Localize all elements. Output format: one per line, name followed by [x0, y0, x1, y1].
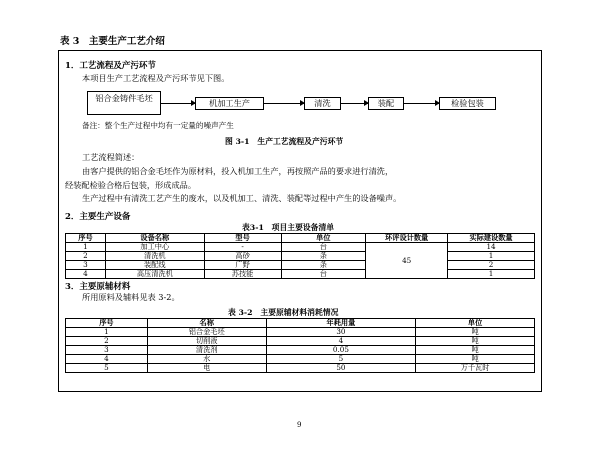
- flow-step-machining: 机加工生产: [195, 97, 264, 110]
- equipment-col-actual-qty: 实际建设数量: [448, 234, 535, 243]
- table-cell: 2: [66, 337, 148, 346]
- materials-col-annual-use: 年耗用量: [266, 319, 416, 328]
- table-cell: 切削液: [147, 337, 266, 346]
- page-number: 9: [297, 421, 302, 429]
- materials-table: [65, 318, 535, 373]
- table-cell: 万千瓦时: [416, 364, 535, 373]
- flow-step-raw-material: 铝合金铸件毛坯: [87, 91, 161, 115]
- table-cell: 2: [448, 261, 535, 270]
- section-3-intro: 所用原料及辅料见表 3-2。: [82, 292, 180, 302]
- equipment-col-name: 设备名称: [105, 234, 204, 243]
- table-cell: 3: [66, 261, 106, 270]
- table-cell: 铝合金毛坯: [147, 328, 266, 337]
- table-cell: 3: [66, 346, 148, 355]
- table-cell: 装配线: [105, 261, 204, 270]
- equipment-col-design-qty: 环评设计数量: [366, 234, 448, 243]
- table-cell: 1: [448, 252, 535, 261]
- section-1-intro: 本项目生产工艺流程及产污环节见下图。: [82, 73, 230, 83]
- process-description-line-2: 经装配检验合格后包装，形成成品。: [65, 180, 197, 190]
- equipment-table-caption: 表3-1 项目主要设备清单: [242, 223, 335, 232]
- table-cell: 4: [266, 337, 416, 346]
- page-heading: 表 3 主要生产工艺介绍: [60, 36, 165, 47]
- equipment-col-model: 型号: [204, 234, 281, 243]
- table-row: [66, 252, 535, 261]
- table-cell: 吨: [416, 346, 535, 355]
- flow-arrow-1: [161, 103, 195, 104]
- table-cell: 高压清洗机: [105, 270, 204, 279]
- table-cell: 30: [266, 328, 416, 337]
- materials-col-no: 序号: [66, 319, 148, 328]
- table-cell: 高砂: [204, 252, 281, 261]
- figure-caption: 图 3-1 生产工艺流程及产污环节: [225, 137, 344, 146]
- section-3-title: 3．主要原辅材料: [65, 282, 131, 292]
- table-cell: 清洗剂: [147, 346, 266, 355]
- table-cell: 1: [448, 270, 535, 279]
- flow-step-assembly: 装配: [368, 97, 404, 110]
- section-2-title: 2．主要生产设备: [65, 212, 131, 222]
- table-cell: 条: [281, 261, 366, 270]
- process-description-title: 工艺流程简述：: [82, 152, 140, 162]
- flow-arrow-3: [341, 103, 368, 104]
- table-cell: 1: [66, 243, 106, 252]
- table-cell: 台: [281, 243, 366, 252]
- table-row: [66, 337, 535, 346]
- flow-step-inspection: 检验包装: [439, 97, 496, 110]
- materials-col-name: 名称: [147, 319, 266, 328]
- table-cell: -: [204, 243, 281, 252]
- materials-col-unit: 单位: [416, 319, 535, 328]
- section-1-title: 1．工艺流程及产污环节: [65, 61, 156, 71]
- process-description-line-1: 由客户提供的铝合金毛坯作为原材料，投入机加工生产，再按照产品的要求进行清洗，: [82, 166, 394, 176]
- materials-table-caption: 表 3-2 主要原辅材料消耗情况: [228, 308, 339, 317]
- equipment-table-header: [66, 234, 535, 243]
- table-cell: 清洗机: [105, 252, 204, 261]
- process-description-line-3: 生产过程中有清洗工艺产生的废水，以及机加工、清洗、装配等过程中产生的设备噪声。: [82, 193, 402, 203]
- materials-table-header: [66, 319, 535, 328]
- equipment-col-no: 序号: [66, 234, 106, 243]
- table-row: [66, 328, 535, 337]
- equipment-col-unit: 单位: [281, 234, 366, 243]
- table-row: [66, 270, 535, 279]
- table-cell: 吨: [416, 328, 535, 337]
- equipment-table: [65, 233, 535, 279]
- table-cell: 14: [448, 243, 535, 252]
- table-cell: 加工中心: [105, 243, 204, 252]
- table-cell: 2: [66, 252, 106, 261]
- table-row: [66, 243, 535, 252]
- table-cell: 吨: [416, 355, 535, 364]
- flow-step-cleaning: 清洗: [304, 97, 341, 110]
- flow-arrow-4: [404, 103, 439, 104]
- table-cell: 广野: [204, 261, 281, 270]
- table-cell: 台: [281, 270, 366, 279]
- merged-design-qty-cell: 45: [366, 243, 448, 279]
- flow-note: 备注：整个生产过程中均有一定量的噪声产生: [82, 121, 234, 130]
- table-cell: 5: [266, 355, 416, 364]
- table-cell: 50: [266, 364, 416, 373]
- table-cell: 水: [147, 355, 266, 364]
- table-cell: 条: [281, 252, 366, 261]
- table-cell: 苏技能: [204, 270, 281, 279]
- flow-arrow-2: [264, 103, 304, 104]
- table-cell: 4: [66, 270, 106, 279]
- table-row: [66, 261, 535, 270]
- table-cell: 1: [66, 328, 148, 337]
- table-cell: 4: [66, 355, 148, 364]
- table-cell: 吨: [416, 337, 535, 346]
- table-cell: 0.05: [266, 346, 416, 355]
- table-cell: 5: [66, 364, 148, 373]
- table-row: [66, 346, 535, 355]
- table-row: [66, 364, 535, 373]
- table-cell: 电: [147, 364, 266, 373]
